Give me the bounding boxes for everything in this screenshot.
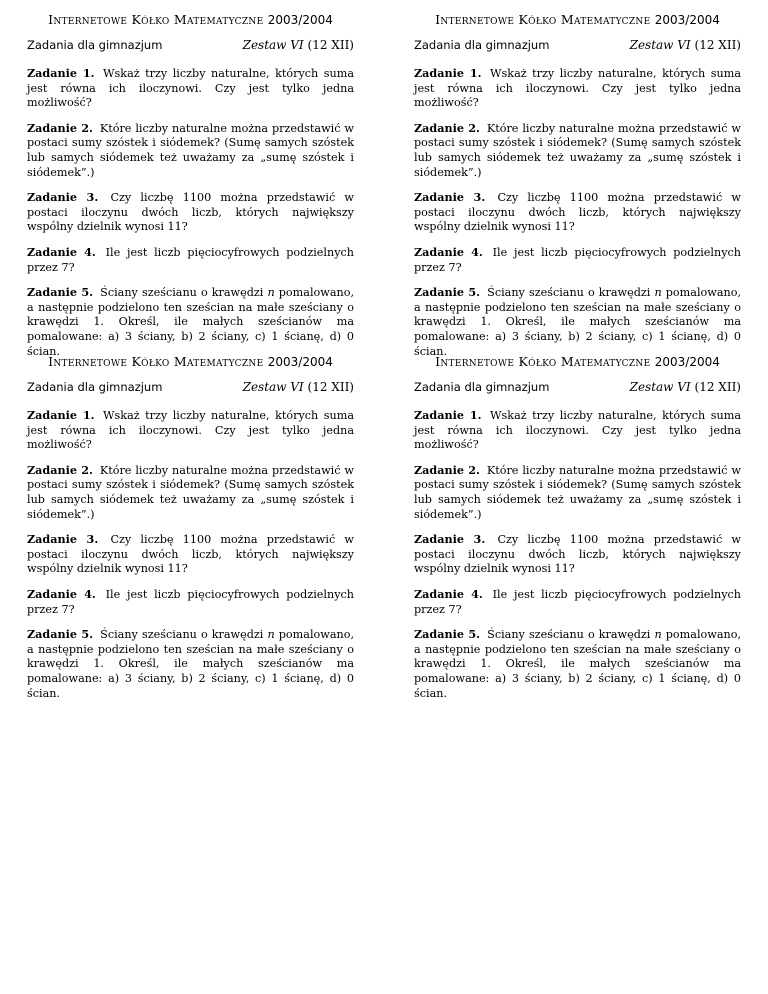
task-label: Zadanie 3. — [27, 532, 99, 547]
card-header — [27, 352, 354, 372]
handout-card — [414, 352, 741, 701]
set-info — [243, 34, 354, 56]
task-text: Które liczby naturalne można przedstawić w postaci sumy szóstek i siódemek? (Sumę samych szóstek lub samych siódemek też uważamy za „sumę szóstek i siódemek”.) — [27, 121, 354, 179]
task-3 — [414, 532, 741, 577]
task-text: Czy liczbę 1100 można przedstawić w postaci iloczynu dwóch liczb, których największy wspólny dzielnik wynosi 11? — [27, 191, 355, 234]
header-year: 2003/2004 — [654, 355, 720, 369]
task-variable: n — [654, 628, 662, 642]
level-label: Zadania dla gimnazjum — [27, 380, 163, 394]
handout-card — [27, 352, 354, 701]
task-label: Zadanie 5. — [414, 627, 481, 642]
task-text: Ściany sześcianu o krawędzi — [100, 628, 264, 642]
task-label: Zadanie 2. — [27, 462, 93, 477]
card-subheader — [27, 34, 354, 56]
task-label: Zadanie 3. — [27, 190, 99, 205]
task-2 — [414, 463, 741, 522]
task-4 — [414, 245, 741, 275]
task-label: Zadanie 4. — [27, 244, 96, 259]
set-date: (12 XII) — [307, 380, 354, 394]
card-header — [27, 10, 354, 30]
set-name: Zestaw VI — [242, 38, 304, 52]
task-text: Czy liczbę 1100 można przedstawić w postaci iloczynu dwóch liczb, których największy wspólny dzielnik wynosi 11? — [27, 533, 355, 576]
task-label: Zadanie 4. — [414, 586, 483, 601]
task-4 — [414, 587, 741, 617]
task-text: Wskaż trzy liczby naturalne, których suma jest równa ich iloczynowi. Czy jest tylko jedna możliwość? — [414, 409, 741, 452]
task-text: Ściany sześcianu o krawędzi — [487, 286, 651, 300]
task-text: Ile jest liczb pięciocyfrowych podzielnych przez 7? — [414, 245, 741, 274]
task-label: Zadanie 2. — [414, 462, 480, 477]
task-text: pomalowano, a następnie podzielono ten sześcian na małe sześciany o krawędzi 1. Określ, ile małych sześcianów ma pomalowane: a) 3 ściany, b) 2 ściany, c) 1 ścianę, d) 0 ścian. — [414, 628, 741, 700]
task-label: Zadanie 1. — [414, 408, 482, 422]
task-1 — [27, 66, 354, 111]
task-label: Zadanie 1. — [27, 408, 95, 422]
task-text: Wskaż trzy liczby naturalne, których suma jest równa ich iloczynowi. Czy jest tylko jedna możliwość? — [27, 409, 354, 452]
task-1 — [414, 408, 741, 453]
task-label: Zadanie 4. — [27, 586, 96, 601]
task-label: Zadanie 3. — [414, 190, 486, 205]
task-label: Zadanie 1. — [27, 66, 95, 80]
task-text: Ile jest liczb pięciocyfrowych podzielnych przez 7? — [27, 587, 354, 616]
header-year: 2003/2004 — [654, 13, 720, 27]
level-label: Zadania dla gimnazjum — [27, 38, 163, 52]
card-subheader — [414, 376, 741, 398]
task-text: pomalowano, a następnie podzielono ten sześcian na małe sześciany o krawędzi 1. Określ, ile małych sześcianów ma pomalowane: a) 3 ściany, b) 2 ściany, c) 1 ścianę, d) 0 ścian. — [27, 286, 354, 358]
level-label: Zadania dla gimnazjum — [414, 38, 550, 52]
task-label: Zadanie 2. — [27, 120, 93, 135]
task-text: pomalowano, a następnie podzielono ten sześcian na małe sześciany o krawędzi 1. Określ, ile małych sześcianów ma pomalowane: a) 3 ściany, b) 2 ściany, c) 1 ścianę, d) 0 ścian. — [414, 286, 741, 358]
task-label: Zadanie 4. — [414, 244, 483, 259]
task-3 — [27, 532, 354, 577]
card-header — [414, 352, 741, 372]
handout-card — [414, 10, 741, 359]
task-2 — [414, 121, 741, 180]
set-info — [630, 376, 741, 398]
task-text: Które liczby naturalne można przedstawić w postaci sumy szóstek i siódemek? (Sumę samych szóstek lub samych siódemek też uważamy za „sumę szóstek i siódemek”.) — [27, 463, 354, 521]
set-date: (12 XII) — [694, 380, 741, 394]
task-label: Zadanie 2. — [414, 120, 480, 135]
header-title: Internetowe Kółko Matematyczne — [435, 354, 651, 369]
task-text: Ściany sześcianu o krawędzi — [487, 628, 651, 642]
task-text: Które liczby naturalne można przedstawić w postaci sumy szóstek i siódemek? (Sumę samych szóstek lub samych siódemek też uważamy za „sumę szóstek i siódemek”.) — [414, 121, 741, 179]
task-3 — [27, 190, 354, 235]
task-text: Czy liczbę 1100 można przedstawić w postaci iloczynu dwóch liczb, których największy wspólny dzielnik wynosi 11? — [414, 533, 742, 576]
task-label: Zadanie 5. — [27, 285, 94, 300]
set-name: Zestaw VI — [629, 380, 691, 394]
handout-card — [27, 10, 354, 359]
header-year: 2003/2004 — [267, 13, 333, 27]
card-subheader — [414, 34, 741, 56]
task-label: Zadanie 3. — [414, 532, 486, 547]
set-date: (12 XII) — [307, 38, 354, 52]
task-label: Zadanie 5. — [414, 285, 481, 300]
set-name: Zestaw VI — [242, 380, 304, 394]
task-5 — [27, 627, 354, 701]
task-1 — [27, 408, 354, 453]
task-text: Wskaż trzy liczby naturalne, których suma jest równa ich iloczynowi. Czy jest tylko jedna możliwość? — [27, 67, 354, 110]
task-label: Zadanie 5. — [27, 627, 94, 642]
header-title: Internetowe Kółko Matematyczne — [48, 12, 264, 27]
card-header — [414, 10, 741, 30]
task-text: Ściany sześcianu o krawędzi — [100, 286, 264, 300]
task-2 — [27, 121, 354, 180]
task-2 — [27, 463, 354, 522]
task-3 — [414, 190, 741, 235]
task-5 — [414, 285, 741, 359]
task-variable: n — [654, 286, 662, 300]
card-subheader — [27, 376, 354, 398]
task-5 — [27, 285, 354, 359]
set-info — [630, 34, 741, 56]
task-text: Wskaż trzy liczby naturalne, których suma jest równa ich iloczynowi. Czy jest tylko jedna możliwość? — [414, 67, 741, 110]
task-label: Zadanie 1. — [414, 66, 482, 80]
task-variable: n — [267, 628, 275, 642]
set-name: Zestaw VI — [629, 38, 691, 52]
task-text: pomalowano, a następnie podzielono ten sześcian na małe sześciany o krawędzi 1. Określ, ile małych sześcianów ma pomalowane: a) 3 ściany, b) 2 ściany, c) 1 ścianę, d) 0 ścian. — [27, 628, 354, 700]
task-variable: n — [267, 286, 275, 300]
set-date: (12 XII) — [694, 38, 741, 52]
task-4 — [27, 245, 354, 275]
task-5 — [414, 627, 741, 701]
task-text: Które liczby naturalne można przedstawić w postaci sumy szóstek i siódemek? (Sumę samych szóstek lub samych siódemek też uważamy za „sumę szóstek i siódemek”.) — [414, 463, 741, 521]
task-text: Czy liczbę 1100 można przedstawić w postaci iloczynu dwóch liczb, których największy wspólny dzielnik wynosi 11? — [414, 191, 742, 234]
task-text: Ile jest liczb pięciocyfrowych podzielnych przez 7? — [27, 245, 354, 274]
task-text: Ile jest liczb pięciocyfrowych podzielnych przez 7? — [414, 587, 741, 616]
header-title: Internetowe Kółko Matematyczne — [435, 12, 651, 27]
header-title: Internetowe Kółko Matematyczne — [48, 354, 264, 369]
header-year: 2003/2004 — [267, 355, 333, 369]
set-info — [243, 376, 354, 398]
level-label: Zadania dla gimnazjum — [414, 380, 550, 394]
task-4 — [27, 587, 354, 617]
task-1 — [414, 66, 741, 111]
